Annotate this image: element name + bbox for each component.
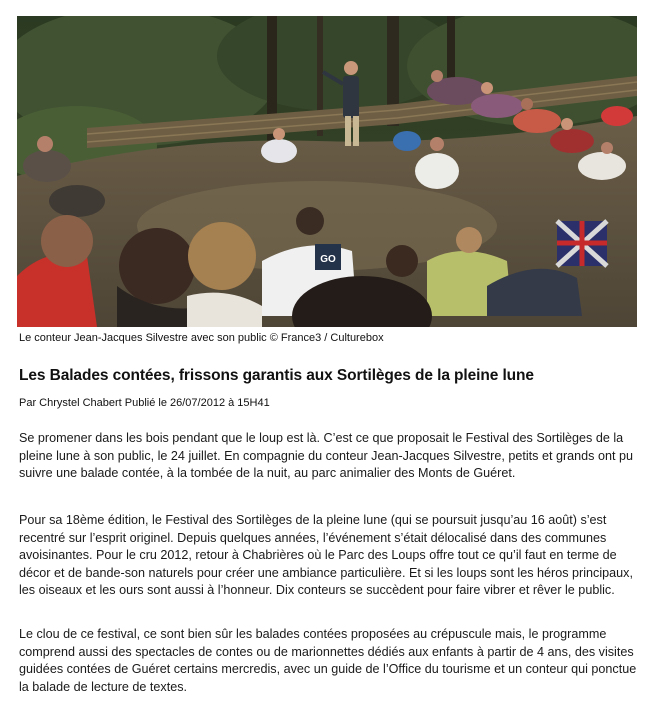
storyteller-photo <box>17 16 637 327</box>
article-paragraph: Pour sa 18ème édition, le Festival des Sortilèges de la pleine lune (qui se poursuit jusqu’au 16 août) s’est recentré sur l’esprit originel. Depuis quelques années, l’événement s’était délocalisé dans des communes avoisinantes. Pour le cru 2012, retour à Chabrières où le Parc des Loups offre tout ce qu’il faut en terme de décor et de bande-son naturels pour créer une ambiance particulière. Et si les loups sont les héros principaux, les oiseaux et les ours sont aussi à l’honneur. Dix conteurs se succèdent pour faire vibrer et rêver le public. <box>19 513 633 598</box>
article-byline: Par Chrystel Chabert Publié le 26/07/2012 à 15H41 <box>19 397 270 409</box>
article-title: Les Balades contées, frissons garantis aux Sortilèges de la pleine lune <box>19 367 534 384</box>
article-paragraph: Le clou de ce festival, ce sont bien sûr les balades contées proposées au crépuscule mais, le programme comprend aussi des spectacles de contes ou de marionnettes dédiés aux enfants à partir de 4 ans, des visites guidées contées de Guéret certains mercredis, avec un guide de l’Office du tourisme et un conteur qui ponctue la balade de lecture de textes. <box>19 627 637 694</box>
photo-caption: Le conteur Jean-Jacques Silvestre avec son public © France3 / Culturebox <box>19 332 384 344</box>
shirt-print-text: GO <box>320 254 336 265</box>
article-paragraph: Se promener dans les bois pendant que le loup est là. C’est ce que proposait le Festival des Sortilèges de la pleine lune à son public, le 24 juillet. En compagnie du conteur Jean-Jacques Silvestre, petits et grands ont pu suivre une balade contée, à la tombée de la nuit, au parc animalier des Monts de Guéret. <box>19 431 633 481</box>
